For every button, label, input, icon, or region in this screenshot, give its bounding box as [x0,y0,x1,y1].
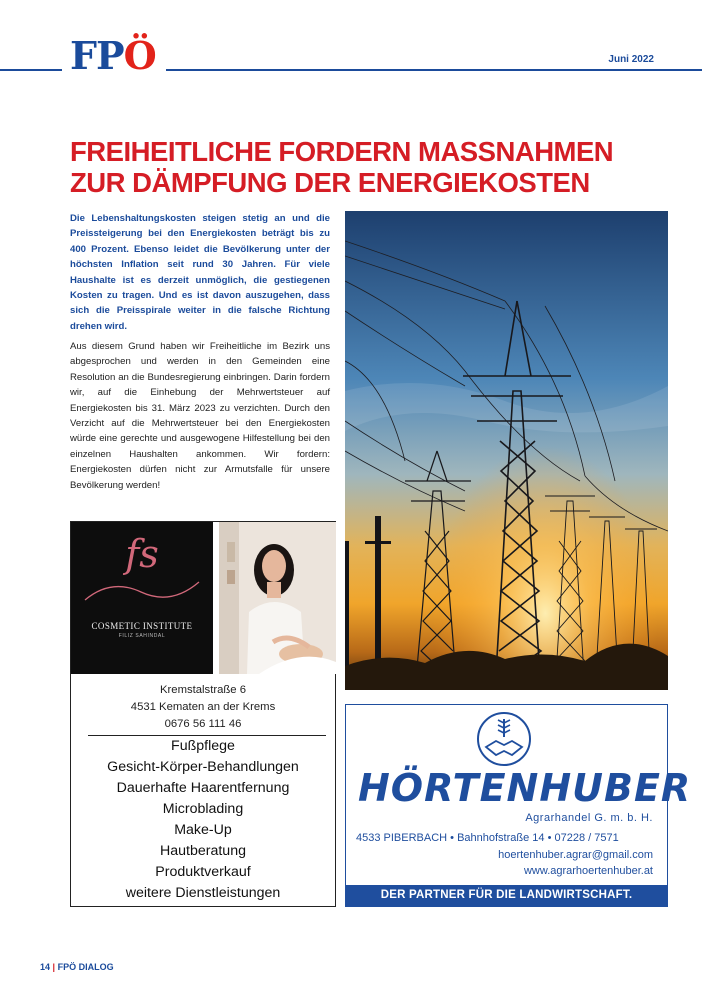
article-lead: Die Lebenshaltungskosten steigen stetig an und die Preissteigerung bei den Energiekosten beträgt bis zu 400 Prozent. Ebenso leidet die Bevölkerung unter der höchsten Inflation seit rund 30 Jahren. Für viele Haushalte ist es derzeit unmöglich, die gestiegenen Kosten zu tragen. Und es ist davon auszugehen, dass sich die Preisspirale weiter in die falsche Richtung drehen wird. [70,213,330,332]
hoertenhuber-slogan: DER PARTNER FÜR DIE LANDWIRTSCHAFT. [346,885,667,906]
hoertenhuber-subtitle: Agrarhandel G. m. b. H. [525,812,653,824]
issue-date: Juni 2022 [608,54,654,65]
article-headline: FREIHEITLICHE FORDERN MASSNAHMEN ZUR DÄMPFUNG DER ENERGIEKOSTEN [70,136,614,198]
service-item: weitere Dienstleistungen [125,885,281,901]
handshake-wheat-icon [476,711,532,767]
fpoe-logo [70,33,156,78]
hoertenhuber-address: 4533 PIBERBACH • Bahnhofstraße 14 • 07228 / 7571 [356,832,619,844]
footer-separator: | [52,962,56,972]
article-body: Aus diesem Grund haben wir Freiheitliche im Bezirk uns abgesprochen und werden in den Gemeinden eine Resolution an die Bundesregierung einbringen. Darin fordern wir, auf die Einhebung der Mehrwertsteuer auf Energiekosten bis 31. März 2023 zu verzichten. Durch den Verzicht auf die Mehrwertsteuer bei den Energiekosten würde eine gerechte und ausgewogene Hilfestellung bei den einzelnen Haushalten ankommen. Wir fordern: Energiekosten dürfen nicht zur Armutsfalle für unsere Bevölkerung werden! [70,341,330,491]
flourish-icon [81,574,203,608]
cosmetic-street: Kremstalstraße 6 [159,684,246,696]
header-rule-right [166,69,702,71]
publication-name: FPÖ DIALOG [57,962,114,972]
hoertenhuber-name: HÖRTENHUBER [358,766,692,810]
logo-fp: FP [70,33,124,78]
hoertenhuber-website[interactable]: www.agrarhoertenhuber.at [523,865,653,877]
hoertenhuber-ad [345,704,692,907]
service-item: Make-Up [174,822,232,838]
cosmetic-services [71,736,335,904]
cosmetic-logo-initials: fs [125,532,159,576]
cosmetic-institute-ad [70,521,336,907]
service-item: Produktverkauf [155,864,251,880]
hoertenhuber-email[interactable]: hoertenhuber.agrar@gmail.com [498,849,653,861]
logo-oe: Ö [123,33,156,78]
service-item: Microblading [162,801,244,817]
cosmetic-logo-name: COSMETIC INSTITUTE [91,621,193,631]
cosmetic-phone: 0676 56 111 46 [164,718,242,730]
service-item: Hautberatung [160,843,246,859]
power-lines-photo [345,211,668,690]
cosmetic-address [71,682,335,733]
header-rule-left [0,69,62,71]
page-footer [40,962,114,972]
cosmetic-logo-owner: FILIZ SAHINDAL [118,633,166,639]
service-item: Gesicht-Körper-Behandlungen [107,759,299,775]
service-item: Fußpflege [171,738,235,754]
page-number: 14 [40,962,51,972]
cosmetic-city: 4531 Kematen an der Krems [130,701,276,713]
cosmetician-photo [219,522,336,674]
cosmetic-logo [71,522,213,674]
service-item: Dauerhafte Haarentfernung [116,780,290,796]
